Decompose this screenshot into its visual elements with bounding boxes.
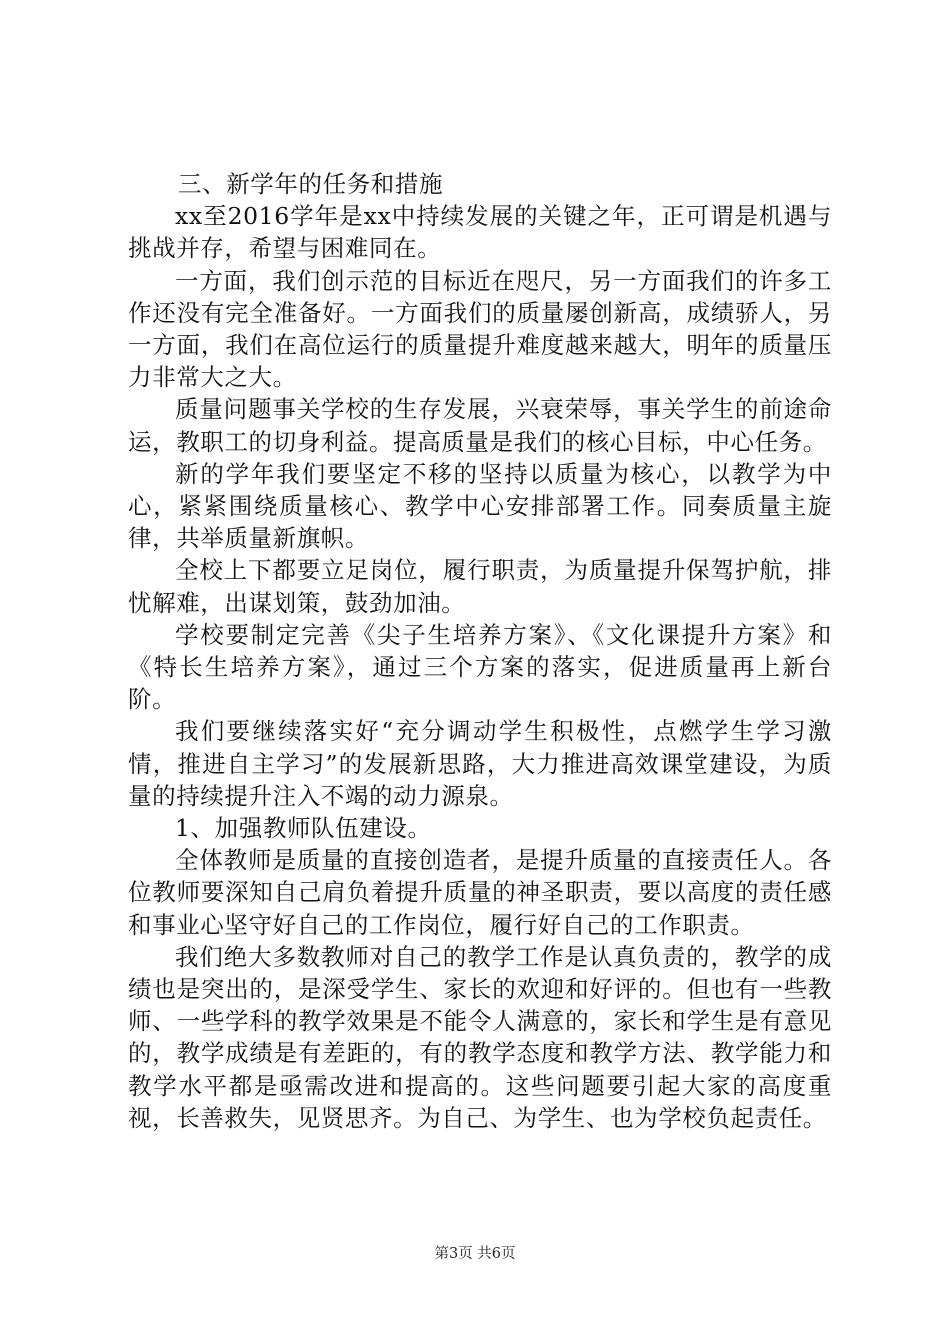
paragraph: 一方面，我们创示范的目标近在咫尺，另一方面我们的许多工作还没有完全准备好。一方面我们的质量屡创新高，成绩骄人，另一方面，我们在高位运行的质量提升难度越来越大，明年的质量压力非常大之大。: [128, 266, 832, 392]
page-number: 第3页 共6页: [434, 1246, 516, 1262]
section-heading: 三、新学年的任务和措施: [178, 170, 444, 198]
paragraph: 全校上下都要立足岗位，履行职责，为质量提升保驾护航，排忧解难，出谋划策，鼓劲加油。: [128, 556, 832, 617]
page-footer: [0, 1244, 950, 1264]
paragraph: 我们绝大多数教师对自己的教学工作是认真负责的，教学的成绩也是突出的，是深受学生、家长的欢迎和好评的。但也有一些教师、一些学科的教学效果是不能令人满意的，家长和学生是有意见的，教学成绩是有差距的，有的教学态度和教学方法、教学能力和教学水平都是亟需改进和提高的。这些问题要引起大家的高度重视，长善救失，见贤思齐。为自己、为学生、也为学校负起责任。: [128, 942, 832, 1132]
paragraph: 新的学年我们要坚定不移的坚持以质量为核心，以教学为中心，紧紧围绕质量核心、教学中心安排部署工作。同奏质量主旋律，共举质量新旗帜。: [128, 459, 832, 553]
paragraph: 全体教师是质量的直接创造者，是提升质量的直接责任人。各位教师要深知自己肩负着提升质量的神圣职责，要以高度的责任感和事业心坚守好自己的工作岗位，履行好自己的工作职责。: [128, 846, 832, 939]
paragraph: xx至2016学年是xx中持续发展的关键之年，正可谓是机遇与挑战并存，希望与困难同在。: [128, 202, 832, 263]
paragraph: 我们要继续落实好“充分调动学生积极性，点燃学生学习激情，推进自主学习”的发展新思路，大力推进高效课堂建设，为质量的持续提升注入不竭的动力源泉。: [128, 717, 832, 810]
document-body: [128, 168, 832, 1134]
subsection-heading: 1、加强教师队伍建设。: [175, 814, 432, 843]
paragraph: 质量问题事关学校的生存发展，兴衰荣辱，事关学生的前途命运，教职工的切身利益。提高质量是我们的核心目标，中心任务。: [128, 395, 832, 456]
paragraph: 学校要制定完善《尖子生培养方案》、《文化课提升方案》和《特长生培养方案》，通过三个方案的落实，促进质量再上新台阶。: [128, 620, 832, 714]
